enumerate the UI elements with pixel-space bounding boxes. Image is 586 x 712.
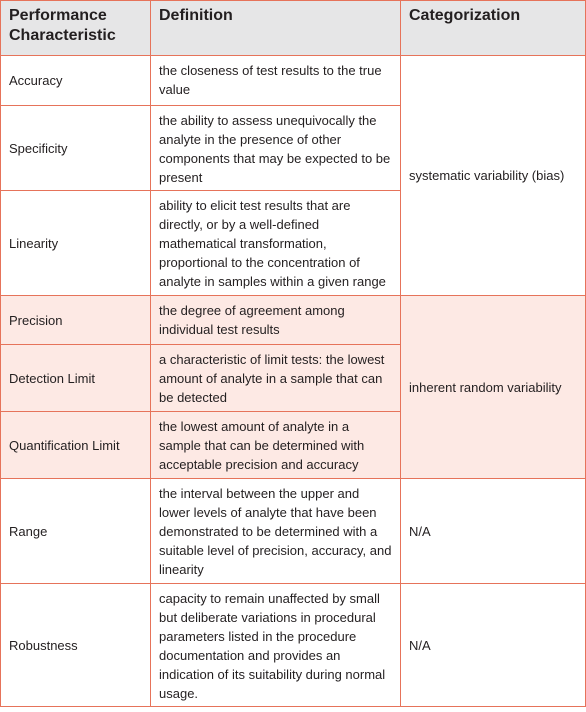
characteristic-name: Specificity <box>1 106 151 191</box>
characteristic-name: Linearity <box>1 191 151 296</box>
table-row <box>1 56 586 106</box>
table-row <box>1 479 586 584</box>
characteristic-definition: the interval between the upper and lower levels of analyte that have been demonstrated to be determined with a suitable level of precision, accuracy, and linearity <box>151 479 401 584</box>
categorization-systematic: systematic variability (bias) <box>401 56 586 296</box>
characteristic-name: Detection Limit <box>1 345 151 412</box>
header-characteristic: Performance Characteristic <box>1 1 151 56</box>
header-categorization: Categorization <box>401 1 586 56</box>
characteristic-name: Accuracy <box>1 56 151 106</box>
characteristic-definition: the ability to assess unequivocally the analyte in the presence of other components that may be expected to be present <box>151 106 401 191</box>
characteristic-definition: capacity to remain unaffected by small but deliberate variations in procedural parameters listed in the procedure documentation and provides an indication of its suitability during normal usage. <box>151 584 401 707</box>
table-row <box>1 584 586 707</box>
characteristic-name: Precision <box>1 296 151 345</box>
header-row <box>1 1 586 56</box>
characteristic-name: Quantification Limit <box>1 412 151 479</box>
categorization-robustness: N/A <box>401 584 586 707</box>
characteristic-definition: the degree of agreement among individual test results <box>151 296 401 345</box>
characteristic-definition: a characteristic of limit tests: the lowest amount of analyte in a sample that can be detected <box>151 345 401 412</box>
table-row <box>1 296 586 345</box>
characteristic-name: Range <box>1 479 151 584</box>
header-definition: Definition <box>151 1 401 56</box>
characteristic-definition: the lowest amount of analyte in a sample that can be determined with acceptable precision and accuracy <box>151 412 401 479</box>
characteristic-definition: ability to elicit test results that are directly, or by a well-defined mathematical transformation, proportional to the concentration of analyte in samples within a given range <box>151 191 401 296</box>
characteristic-name: Robustness <box>1 584 151 707</box>
categorization-range: N/A <box>401 479 586 584</box>
characteristic-definition: the closeness of test results to the true value <box>151 56 401 106</box>
categorization-random: inherent random variability <box>401 296 586 479</box>
